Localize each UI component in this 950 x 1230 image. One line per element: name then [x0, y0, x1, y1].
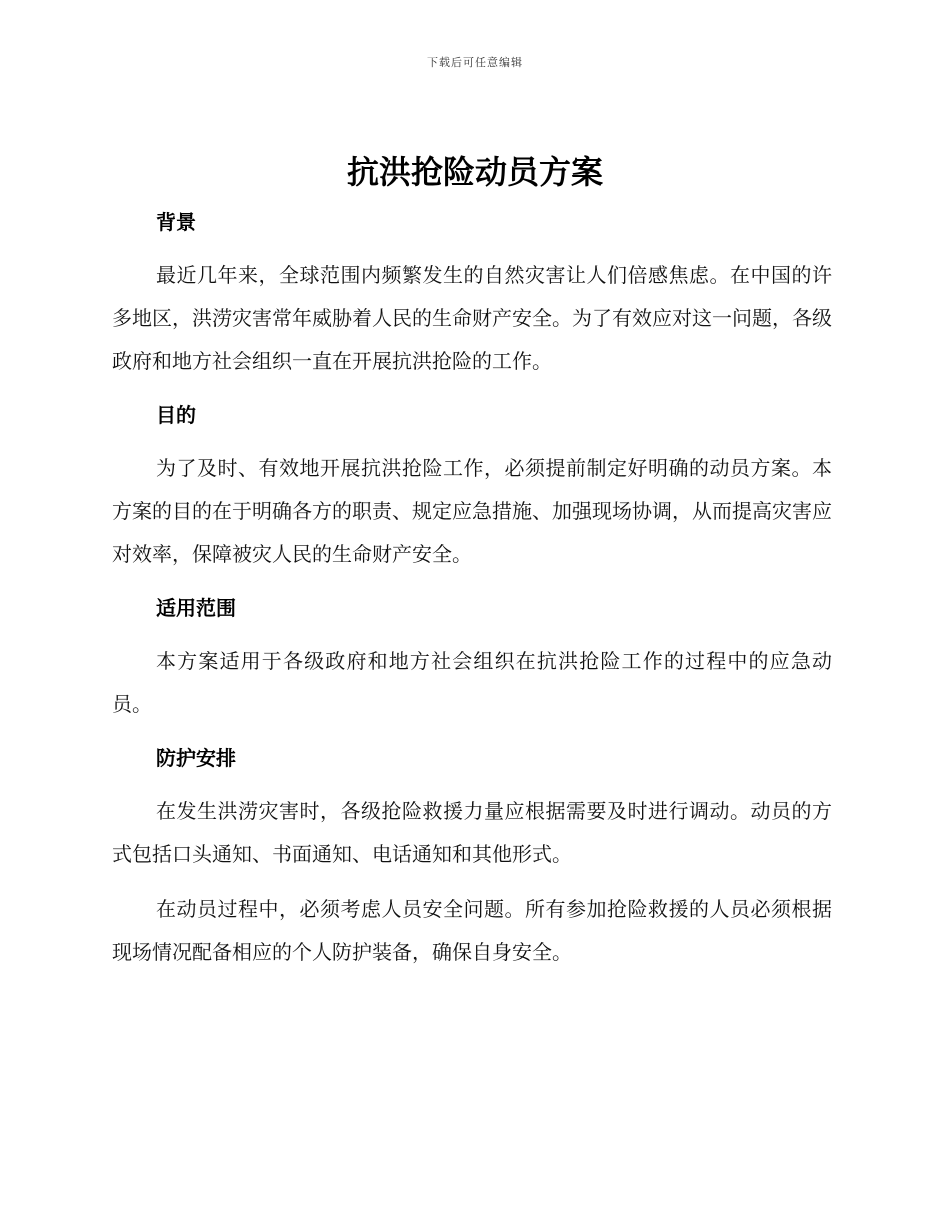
document-title: 抗洪抢险动员方案 [346, 153, 603, 191]
section-heading: 目的 [156, 403, 196, 427]
paragraph: 在发生洪涝灾害时，各级抢险救援力量应根据需要及时进行调动。动员的方式包括口头通知、书面通知、电话通知和其他形式。 [112, 799, 832, 866]
paragraph: 最近几年来，全球范围内频繁发生的自然灾害让人们倍感焦虑。在中国的许多地区，洪涝灾害常年威胁着人民的生命财产安全。为了有效应对这一问题，各级政府和地方社会组织一直在开展抗洪抢险的工作。 [112, 263, 832, 373]
section-protection [112, 738, 832, 974]
section-heading: 适用范围 [156, 596, 236, 620]
section-background [112, 202, 832, 383]
section-heading: 防护安排 [156, 746, 236, 770]
paragraph: 为了及时、有效地开展抗洪抢险工作，必须提前制定好明确的动员方案。本方案的目的在于明确各方的职责、规定应急措施、加强现场协调，从而提高灾害应对效率，保障被灾人民的生命财产安全。 [112, 456, 832, 566]
paragraph: 本方案适用于各级政府和地方社会组织在抗洪抢险工作的过程中的应急动员。 [112, 649, 832, 716]
section-heading: 背景 [156, 210, 196, 234]
header-note: 下载后可任意编辑 [427, 56, 523, 69]
section-scope [112, 588, 832, 726]
paragraph: 在动员过程中，必须考虑人员安全问题。所有参加抢险救援的人员必须根据现场情况配备相应的个人防护装备，确保自身安全。 [112, 897, 832, 964]
section-purpose [112, 395, 832, 576]
document-body [112, 202, 832, 986]
